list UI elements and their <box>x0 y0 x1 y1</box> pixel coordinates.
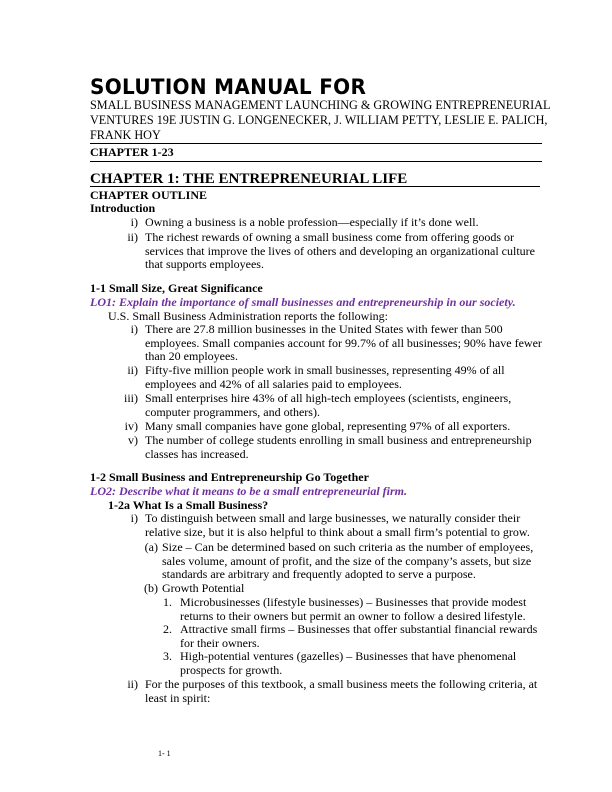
section-heading: 1-1 Small Size, Great Significance <box>90 281 263 295</box>
list-marker: v) <box>128 433 138 447</box>
list-marker: 1. <box>163 595 172 609</box>
page-number: 1- 1 <box>158 749 171 758</box>
subsection-heading: 1-2a What Is a Small Business? <box>108 498 269 512</box>
list-item: Owning a business is a noble profession—especially if it’s done well. <box>145 215 479 229</box>
list-item: Size – Can be determined based on such criteria as the number of employees, sales volume, amount of profit, and the size of the company’s assets, but size standards are arbitrary and frequently adopted to serve a purpose. <box>162 540 534 582</box>
divider <box>90 186 540 187</box>
doc-title: SOLUTION MANUAL FOR <box>90 73 367 100</box>
intro-heading: Introduction <box>90 201 156 215</box>
section-heading: 1-2 Small Business and Entrepreneurship Go Together <box>90 470 369 484</box>
list-item: To distinguish between small and large businesses, we naturally consider their relative size, but it is also helpful to think about a small firm’s potential to grow. <box>145 511 530 539</box>
list-marker: i) <box>130 511 138 525</box>
list-marker: (a) <box>144 540 158 554</box>
list-item: There are 27.8 million businesses in the United States with fewer than 500 employees. Small companies account for 99.7% of all businesses; 90% have fewer than 20 employees. <box>145 322 542 364</box>
list-item: The richest rewards of owning a small business come from offering goods or services that improve the lives of others and developing an organizational culture that supports employees. <box>145 230 535 272</box>
section-lead: U.S. Small Business Administration reports the following: <box>108 309 388 323</box>
list-item: Fifty-five million people work in small businesses, representing 49% of all employees and 42% of all salaries paid to employees. <box>145 363 505 391</box>
list-marker: ii) <box>127 230 138 244</box>
divider <box>90 161 542 162</box>
learning-objective: LO1: Explain the importance of small businesses and entrepreneurship in our society. <box>90 295 516 309</box>
list-marker: ii) <box>127 363 138 377</box>
doc-subtitle: SMALL BUSINESS MANAGEMENT LAUNCHING & GROWING ENTREPRENEURIAL VENTURES 19E JUSTIN G. LONGENECKER, J. WILLIAM PETTY, LESLIE E. PALICH, FRANK HOY <box>90 98 550 142</box>
list-marker: 3. <box>163 649 172 663</box>
chapter-range: CHAPTER 1-23 <box>90 145 174 159</box>
chapter-title: CHAPTER 1: THE ENTREPRENEURIAL LIFE <box>90 171 408 187</box>
list-item: Attractive small firms – Businesses that offer substantial financial rewards for their owners. <box>180 622 538 650</box>
list-item: Microbusinesses (lifestyle businesses) – Businesses that provide modest returns to their owners but permit an owner to follow a desired lifestyle. <box>180 595 527 623</box>
divider <box>90 143 542 144</box>
list-item: For the purposes of this textbook, a small business meets the following criteria, at least in spirit: <box>145 677 538 705</box>
list-marker: ii) <box>127 677 138 691</box>
list-marker: i) <box>130 322 138 336</box>
list-item: The number of college students enrolling in small business and entrepreneurship classes has increased. <box>145 433 532 461</box>
list-marker: iv) <box>124 419 138 433</box>
outline-heading: CHAPTER OUTLINE <box>90 188 208 202</box>
list-item: Small enterprises hire 43% of all high-tech employees (scientists, engineers, computer programmers, and others). <box>145 391 512 419</box>
list-marker: i) <box>130 215 138 229</box>
list-marker: 2. <box>163 622 172 636</box>
list-item: High-potential ventures (gazelles) – Businesses that have phenomenal prospects for growth. <box>180 649 517 677</box>
list-marker: iii) <box>124 391 138 405</box>
list-item: Growth Potential <box>162 581 245 595</box>
list-item: Many small companies have gone global, representing 97% of all exporters. <box>145 419 511 433</box>
list-marker: (b) <box>144 581 158 595</box>
learning-objective: LO2: Describe what it means to be a small entrepreneurial firm. <box>90 484 407 498</box>
